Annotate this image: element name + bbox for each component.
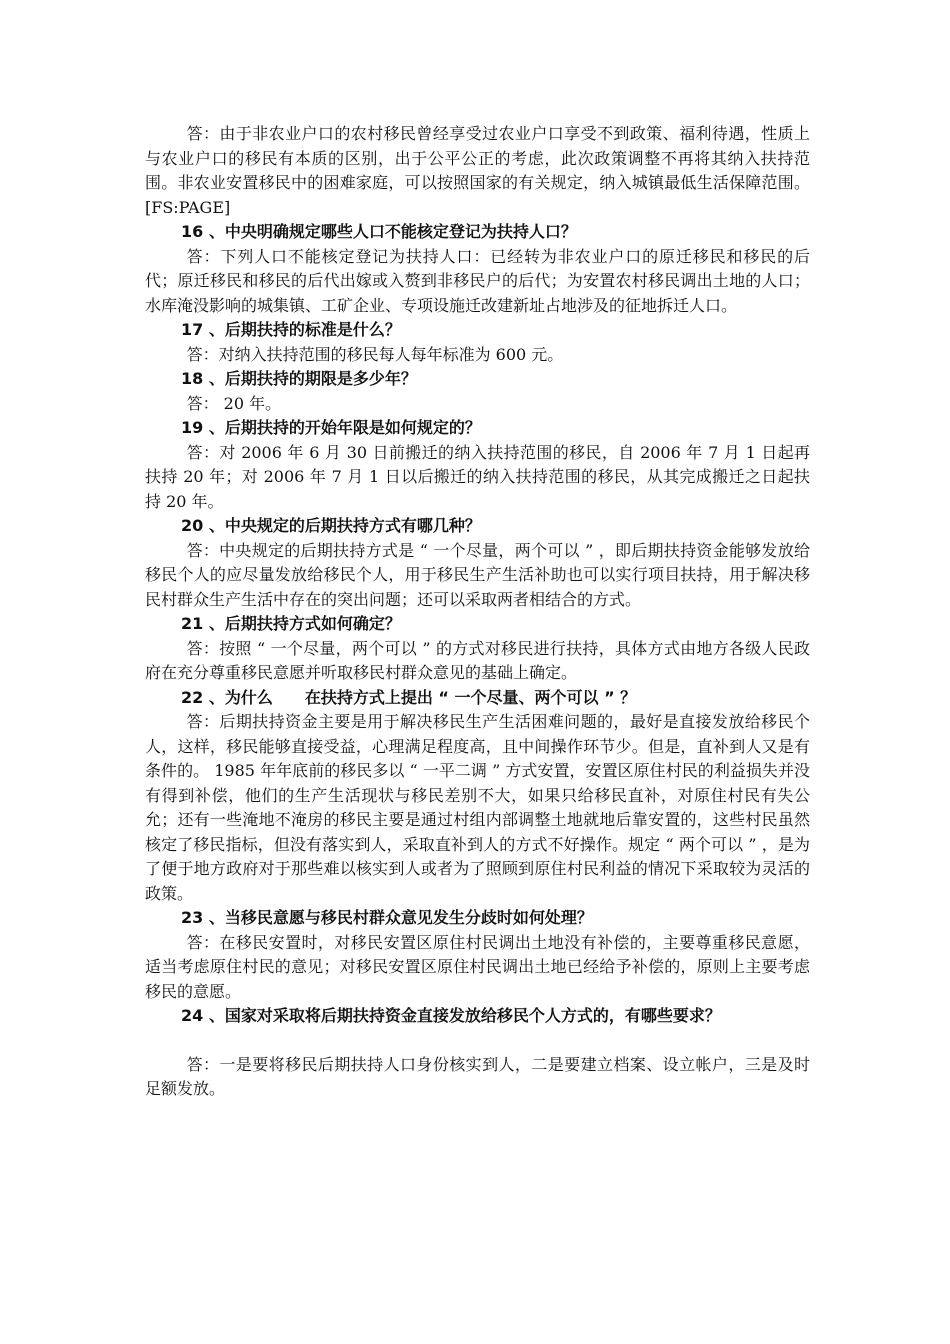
question-19: 19 、后期扶持的开始年限是如何规定的？	[181, 418, 481, 437]
question-21: 21 、后期扶持方式如何确定？	[181, 614, 401, 633]
question-16: 16 、中央明确规定哪些人口不能核定登记为扶持人口？	[181, 222, 577, 241]
question-22: 22 、为什么 在扶持方式上提出 “ 一个尽量、两个可以 ” ？	[181, 687, 637, 707]
document-page	[145, 122, 810, 1102]
answer-19: 答：对 2006 年 6 月 30 日前搬迁的纳入扶持范围的移民，自 2006 年 7 月 1 日起再扶持 20 年；对 2006 年 7 月 1 日以后搬迁的纳入扶持范围的移民，从其完成搬迁之日起扶持 20 年。	[145, 442, 810, 511]
question-18: 18 、后期扶持的期限是多少年？	[181, 369, 417, 388]
answer-20: 答：中央规定的后期扶持方式是 “ 一个尽量，两个可以 ” ，即后期扶持资金能够发放给移民个人的应尽量发放给移民个人，用于移民生产生活补助也可以实行项目扶持，用于解决移民村群众生产生活中存在的突出问题；还可以采取两者相结合的方式。	[145, 540, 810, 609]
answer-15: 答：由于非农业户口的农村移民曾经享受过农业户口享受不到政策、福利待遇，性质上与农业户口的移民有本质的区别，出于公平公正的考虑，此次政策调整不再将其纳入扶持范围。非农业安置移民中的困难家庭，可以按照国家的有关规定，纳入城镇最低生活保障范围。 [FS:PAGE]	[145, 124, 810, 217]
answer-22: 答：后期扶持资金主要是用于解决移民生产生活困难问题的，最好是直接发放给移民个人，这样，移民能够直接受益，心理满足程度高，且中间操作环节少。但是，直补到人又是有条件的。 1985 年年底前的移民多以 “ 一平二调 ” 方式安置，安置区原住村民的利益损失并没有得到补偿，他们的生产生活现状与移民差别不大，如果只给移民直补，对原住村民有失公允；还有一些淹地不淹房的移民主要是通过村组内部调整土地就地后靠安置的，这些村民虽然核定了移民指标，但没有落实到人，采取直补到人的方式不好操作。规定 “ 两个可以 ” ，是为了便于地方政府对于那些难以核实到人或者为了照顾到原住村民利益的情况下采取较为灵活的政策。	[145, 712, 810, 903]
question-17: 17 、后期扶持的标准是什么？	[181, 320, 401, 339]
question-23: 23 、当移民意愿与移民村群众意见发生分歧时如何处理？	[181, 908, 593, 927]
answer-17: 答：对纳入扶持范围的移民每人每年标准为 600 元。	[186, 344, 564, 364]
answer-16: 答：下列人口不能核定登记为扶持人口：已经转为非农业户口的原迁移民和移民的后代；原迁移民和移民的后代出嫁或入赘到非移民户的后代；为安置农村移民调出土地的人口；水库淹没影响的城集镇、工矿企业、专项设施迁改建新址占地涉及的征地拆迁人口。	[145, 246, 810, 315]
answer-23: 答：在移民安置时，对移民安置区原住村民调出土地没有补偿的，主要尊重移民意愿，适当考虑原住村民的意见；对移民安置区原住村民调出土地已经给予补偿的，原则上主要考虑移民的意愿。	[145, 932, 810, 1001]
question-20: 20 、中央规定的后期扶持方式有哪几种？	[181, 516, 481, 535]
question-24: 24 、国家对采取将后期扶持资金直接发放给移民个人方式的，有哪些要求？	[181, 1006, 721, 1025]
answer-21: 答：按照 “ 一个尽量，两个可以 ” 的方式对移民进行扶持，具体方式由地方各级人民政府在充分尊重移民意愿并听取移民村群众意见的基础上确定。	[145, 638, 810, 682]
blank-line	[145, 1029, 810, 1053]
answer-18: 答： 20 年。	[186, 393, 282, 413]
answer-24: 答：一是要将移民后期扶持人口身份核实到人，二是要建立档案、设立帐户，三是及时足额发放。	[145, 1054, 810, 1098]
